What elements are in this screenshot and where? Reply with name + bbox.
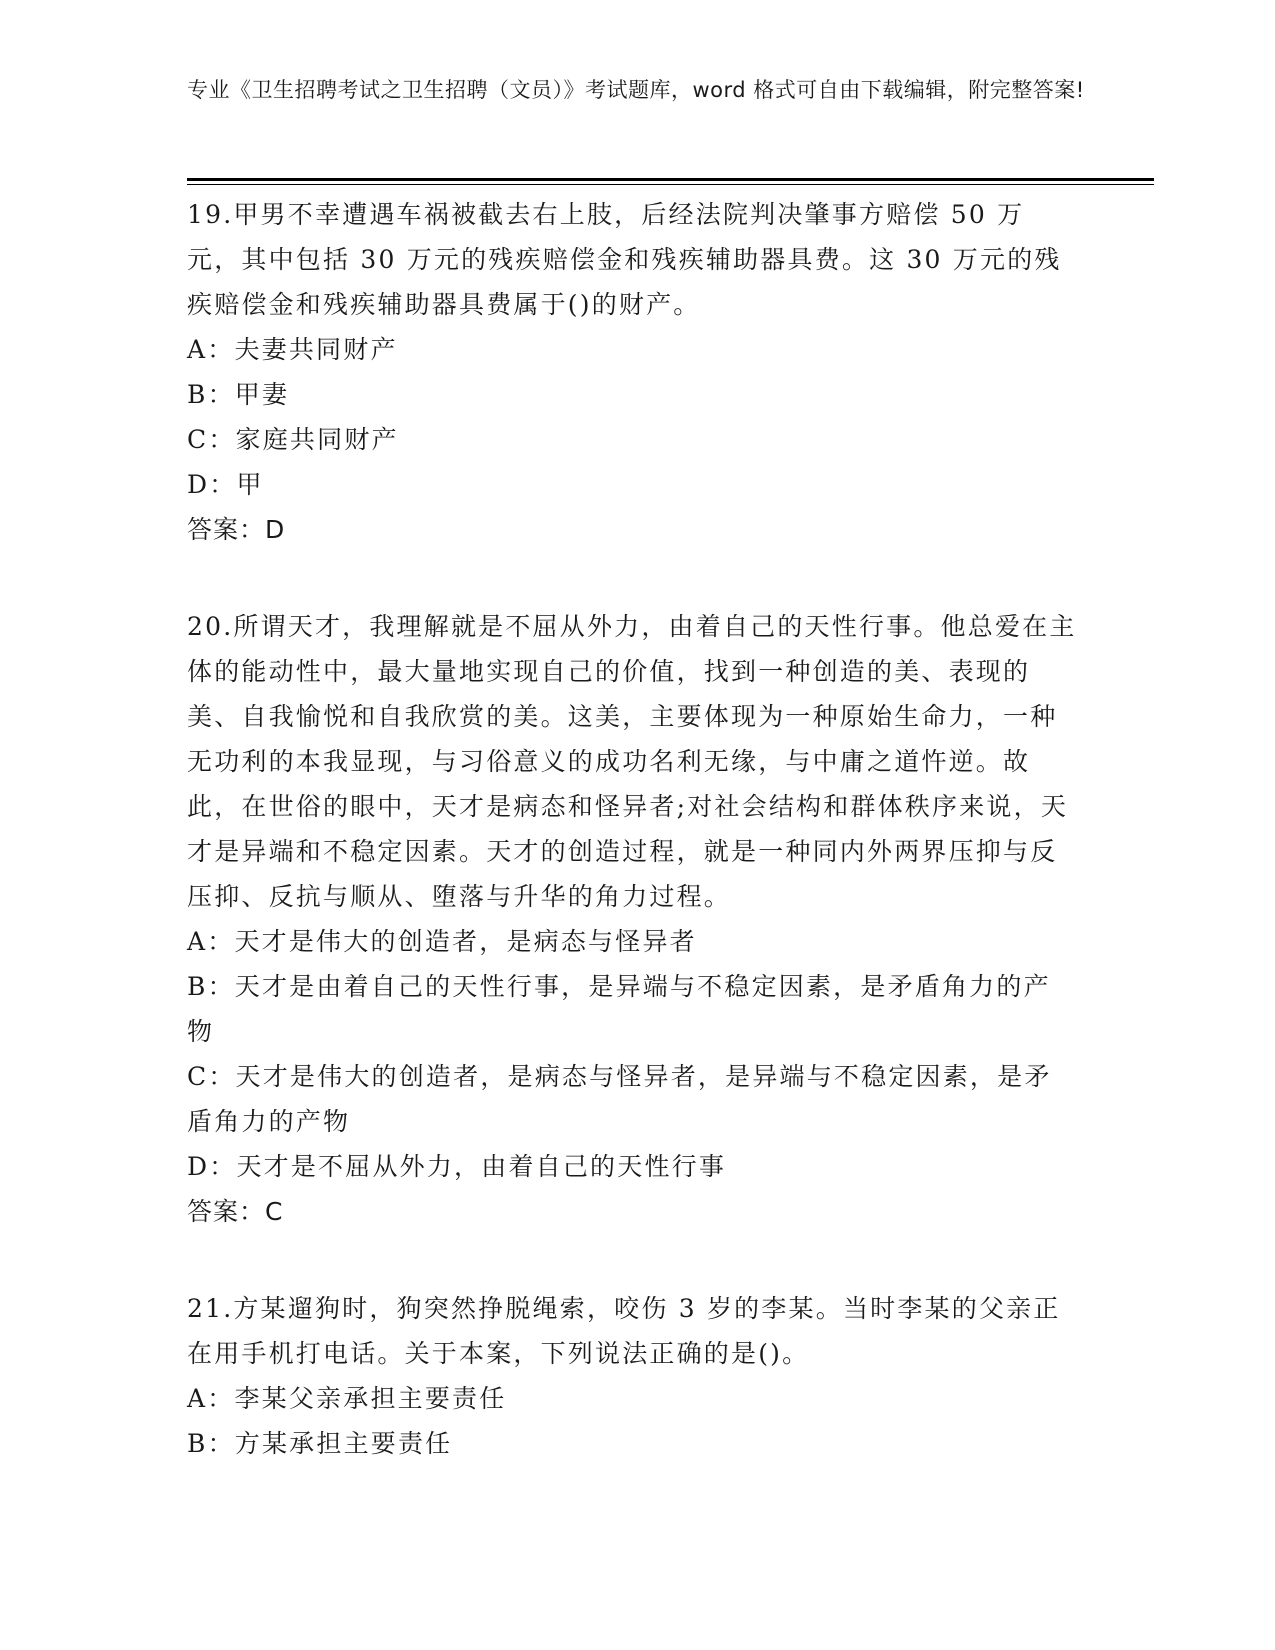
option-c: C：天才是伟大的创造者，是病态与怪异者，是异端与不稳定因素，是矛盾角力的产物 xyxy=(187,1062,1052,1136)
answer: 答案：C xyxy=(187,1197,284,1226)
question-text: 19.甲男不幸遭遇车祸被截去右上肢，后经法院判决肇事方赔偿 50 万元，其中包括 30 万元的残疾赔偿金和残疾辅助器具费。这 30 万元的残疾赔偿金和残疾辅助器具费属于()的财产。 xyxy=(187,200,1062,319)
option-c: C：家庭共同财产 xyxy=(187,425,399,454)
header-divider-thin xyxy=(187,184,1154,185)
option-a: A：天才是伟大的创造者，是病态与怪异者 xyxy=(187,927,697,956)
option-d: D：甲 xyxy=(187,470,264,499)
question-text: 21.方某遛狗时，狗突然挣脱绳索，咬伤 3 岁的李某。当时李某的父亲正在用手机打电话。关于本案，下列说法正确的是()。 xyxy=(187,1294,1061,1368)
header-text: 专业《卫生招聘考试之卫生招聘（文员）》考试题库，word 格式可自由下载编辑，附完整答案! xyxy=(187,78,1085,102)
question-20 xyxy=(187,604,1077,1234)
option-b: B：天才是由着自己的天性行事，是异端与不稳定因素，是矛盾角力的产物 xyxy=(187,972,1051,1046)
option-a: A：李某父亲承担主要责任 xyxy=(187,1384,507,1413)
question-text: 20.所谓天才，我理解就是不屈从外力，由着自己的天性行事。他总爱在主体的能动性中，最大量地实现自己的价值，找到一种创造的美、表现的美、自我愉悦和自我欣赏的美。这美，主要体现为一种原始生命力，一种无功利的本我显现，与习俗意义的成功名利无缘，与中庸之道忤逆。故此，在世俗的眼中，天才是病态和怪异者;对社会结构和群体秩序来说，天才是异端和不稳定因素。天才的创造过程，就是一种同内外两界压抑与反压抑、反抗与顺从、堕落与升华的角力过程。 xyxy=(187,612,1077,911)
option-b: B：方某承担主要责任 xyxy=(187,1429,453,1458)
option-d: D：天才是不屈从外力，由着自己的天性行事 xyxy=(187,1152,727,1181)
option-b: B：甲妻 xyxy=(187,380,290,409)
option-a: A：夫妻共同财产 xyxy=(187,335,398,364)
answer: 答案：D xyxy=(187,515,286,544)
header-divider-thick xyxy=(187,178,1154,181)
question-21 xyxy=(187,1286,1077,1466)
question-19 xyxy=(187,192,1077,552)
question-list xyxy=(187,192,1077,1518)
document-header xyxy=(187,74,1087,107)
